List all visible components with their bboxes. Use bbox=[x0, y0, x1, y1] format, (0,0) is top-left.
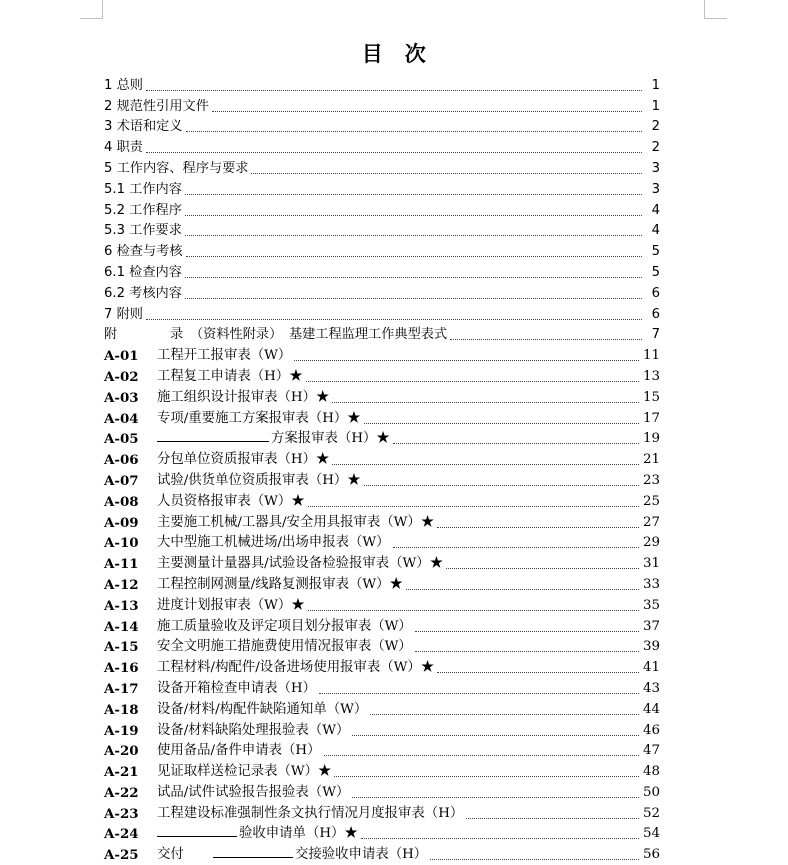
form-code: A-09 bbox=[104, 514, 139, 531]
toc-entry[interactable] bbox=[104, 239, 660, 260]
toc-entry-label bbox=[157, 390, 329, 406]
form-code: A-03 bbox=[104, 389, 139, 406]
dot-leader bbox=[212, 111, 642, 112]
toc-entry[interactable] bbox=[104, 156, 660, 177]
form-title: 见证取样送检记录表（W）★ bbox=[157, 764, 332, 780]
toc-form-entry[interactable] bbox=[104, 531, 660, 552]
form-code: A-25 bbox=[104, 847, 139, 864]
dot-leader bbox=[294, 360, 639, 361]
toc-entry-page: 44 bbox=[642, 701, 660, 717]
toc-entry-label bbox=[157, 639, 412, 655]
toc-entry-label bbox=[157, 515, 434, 531]
dot-leader bbox=[332, 464, 639, 465]
dot-leader bbox=[185, 298, 642, 299]
form-code: A-04 bbox=[104, 410, 139, 427]
toc-entry-label bbox=[157, 556, 443, 572]
toc-entry-page: 33 bbox=[642, 576, 660, 592]
form-code: A-20 bbox=[104, 743, 139, 760]
toc-entry-page: 41 bbox=[642, 660, 660, 676]
form-title: 主要测量计量器具/试验设备检验报审表（W）★ bbox=[157, 556, 444, 572]
table-of-contents bbox=[104, 73, 660, 863]
form-title: 方案报审表（H）★ bbox=[271, 431, 390, 447]
dot-leader bbox=[446, 568, 639, 569]
toc-entry-label bbox=[157, 806, 463, 822]
dot-leader bbox=[146, 90, 642, 91]
toc-entry-page: 13 bbox=[642, 368, 660, 384]
dot-leader bbox=[308, 506, 639, 507]
toc-entry[interactable] bbox=[104, 198, 660, 219]
toc-entry-label bbox=[157, 426, 390, 447]
form-title: 交接验收申请表（H） bbox=[295, 847, 428, 863]
dot-leader bbox=[437, 527, 639, 528]
form-title: 工程建设标准强制性条文执行情况月度报审表（H） bbox=[157, 805, 464, 821]
toc-entry-page: 11 bbox=[642, 348, 660, 364]
toc-entry-label bbox=[157, 660, 434, 676]
form-code: A-23 bbox=[104, 805, 139, 822]
toc-entry-page: 23 bbox=[642, 472, 660, 488]
dot-leader bbox=[186, 256, 642, 257]
toc-entry-page: 7 bbox=[651, 327, 660, 343]
dot-leader bbox=[332, 402, 639, 403]
toc-entry-page: 29 bbox=[642, 535, 660, 551]
toc-entry-page: 6 bbox=[651, 285, 660, 301]
toc-entry-page: 37 bbox=[642, 618, 660, 634]
form-code: A-16 bbox=[104, 660, 139, 677]
form-code: A-02 bbox=[104, 368, 139, 385]
toc-entry-page: 43 bbox=[642, 680, 660, 696]
toc-entry-label: 6 检查与考核 bbox=[104, 244, 183, 260]
toc-entry-page: 3 bbox=[651, 181, 660, 197]
toc-entry-label bbox=[157, 348, 291, 364]
dot-leader bbox=[185, 194, 642, 195]
toc-form-entry[interactable] bbox=[104, 427, 660, 448]
dot-leader bbox=[415, 631, 639, 632]
form-title: 专项/重要施工方案报审表（H）★ bbox=[157, 410, 361, 426]
toc-form-entry[interactable] bbox=[104, 676, 660, 697]
toc-entry-label bbox=[157, 681, 316, 697]
toc-entry[interactable] bbox=[104, 281, 660, 302]
toc-entry-label: 5.2 工作程序 bbox=[104, 202, 182, 218]
form-title: 施工组织设计报审表（H）★ bbox=[157, 389, 330, 405]
dot-leader bbox=[146, 319, 642, 320]
toc-entry-page: 5 bbox=[651, 264, 660, 280]
dot-leader bbox=[146, 152, 642, 153]
toc-entry-label bbox=[157, 723, 349, 739]
toc-entry-page: 48 bbox=[642, 764, 660, 780]
form-code: A-17 bbox=[104, 680, 139, 697]
toc-entry-page: 25 bbox=[642, 493, 660, 509]
dot-leader bbox=[319, 693, 639, 694]
toc-entry-label bbox=[157, 369, 303, 385]
fill-in-blank bbox=[157, 821, 237, 837]
toc-entry-label bbox=[157, 764, 331, 780]
toc-entry-page: 5 bbox=[651, 244, 660, 260]
toc-entry-label bbox=[157, 619, 412, 635]
toc-entry[interactable] bbox=[104, 219, 660, 240]
toc-form-entry[interactable] bbox=[104, 489, 660, 510]
toc-entry-page: 1 bbox=[651, 77, 660, 93]
toc-entry-page: 52 bbox=[642, 805, 660, 821]
dot-leader bbox=[352, 735, 639, 736]
toc-entry-label: 1 总则 bbox=[104, 77, 143, 93]
form-title: 工程开工报审表（W） bbox=[157, 348, 292, 364]
toc-entry-label bbox=[157, 452, 329, 468]
toc-entry-label bbox=[157, 743, 321, 759]
dot-leader bbox=[370, 714, 639, 715]
form-title: 工程控制网测量/线路复测报审表（W）★ bbox=[157, 576, 403, 592]
toc-form-entry[interactable] bbox=[104, 593, 660, 614]
toc-form-entry[interactable] bbox=[104, 739, 660, 760]
form-code: A-18 bbox=[104, 701, 139, 718]
toc-form-entry[interactable] bbox=[104, 447, 660, 468]
toc-entry[interactable] bbox=[104, 115, 660, 136]
toc-form-entry[interactable] bbox=[104, 759, 660, 780]
dot-leader bbox=[185, 235, 642, 236]
toc-entry-label bbox=[157, 702, 367, 718]
dot-leader bbox=[430, 859, 639, 860]
dot-leader bbox=[406, 589, 639, 590]
dot-leader bbox=[364, 423, 639, 424]
toc-entry-label bbox=[157, 411, 361, 427]
toc-title: 目 次 bbox=[361, 41, 427, 66]
toc-entry-label: 2 规范性引用文件 bbox=[104, 98, 209, 114]
toc-entry-label: 5 工作内容、程序与要求 bbox=[104, 160, 249, 176]
fill-in-blank bbox=[213, 842, 293, 858]
toc-entry-page: 21 bbox=[642, 452, 660, 468]
form-title: 安全文明施工措施费使用情况报审表（W） bbox=[157, 639, 412, 655]
toc-entry[interactable] bbox=[104, 260, 660, 281]
form-title-prefix: 交付 bbox=[157, 847, 184, 863]
toc-entry-label: 7 附则 bbox=[104, 306, 143, 322]
toc-form-entry[interactable] bbox=[104, 655, 660, 676]
toc-entry-label: 5.3 工作要求 bbox=[104, 223, 182, 239]
form-title: 主要施工机械/工器具/安全用具报审表（W）★ bbox=[157, 514, 435, 530]
toc-entry-label: 6.2 考核内容 bbox=[104, 285, 182, 301]
dot-leader bbox=[437, 672, 639, 673]
toc-entry[interactable] bbox=[104, 73, 660, 94]
form-code: A-12 bbox=[104, 576, 139, 593]
form-title: 进度计划报审表（W）★ bbox=[157, 597, 305, 613]
form-title: 验收申请单（H）★ bbox=[239, 826, 358, 842]
toc-form-entry[interactable] bbox=[104, 551, 660, 572]
dot-leader bbox=[466, 818, 639, 819]
toc-entry-page: 15 bbox=[642, 389, 660, 405]
form-title: 工程复工申请表（H）★ bbox=[157, 368, 303, 384]
toc-form-entry[interactable] bbox=[104, 572, 660, 593]
form-code: A-06 bbox=[104, 452, 139, 469]
toc-entry-label bbox=[157, 473, 361, 489]
dot-leader bbox=[306, 381, 639, 382]
form-code: A-24 bbox=[104, 826, 139, 843]
form-code: A-22 bbox=[104, 784, 139, 801]
form-title: 试品/试件试验报告报验表（W） bbox=[157, 784, 350, 800]
dot-leader bbox=[308, 610, 639, 611]
toc-appendix-entry[interactable] bbox=[104, 323, 660, 344]
form-code: A-08 bbox=[104, 493, 139, 510]
toc-entry-label bbox=[157, 785, 349, 801]
form-title: 工程材料/构配件/设备进场使用报审表（W）★ bbox=[157, 660, 435, 676]
toc-entry-label bbox=[157, 842, 427, 863]
dot-leader bbox=[334, 776, 639, 777]
toc-entry-page: 19 bbox=[642, 431, 660, 447]
toc-entry-label: 附 录 （资料性附录） 基建工程监理工作典型表式 bbox=[104, 327, 448, 343]
toc-entry[interactable] bbox=[104, 177, 660, 198]
toc-entry-label: 3 术语和定义 bbox=[104, 119, 183, 135]
toc-entry-label bbox=[157, 598, 305, 614]
toc-form-entry[interactable] bbox=[104, 801, 660, 822]
toc-form-entry[interactable] bbox=[104, 822, 660, 843]
form-code: A-01 bbox=[104, 348, 139, 365]
toc-entry-label: 5.1 工作内容 bbox=[104, 181, 182, 197]
form-title: 设备/材料缺陷处理报验表（W） bbox=[157, 722, 350, 738]
dot-leader bbox=[393, 443, 639, 444]
dot-leader bbox=[185, 277, 642, 278]
dot-leader bbox=[352, 797, 639, 798]
toc-form-entry[interactable] bbox=[104, 364, 660, 385]
toc-entry-label bbox=[157, 821, 358, 842]
toc-entry-page: 46 bbox=[642, 722, 660, 738]
toc-entry[interactable] bbox=[104, 302, 660, 323]
toc-entry-page: 3 bbox=[651, 160, 660, 176]
toc-form-entry[interactable] bbox=[104, 780, 660, 801]
toc-entry-label bbox=[157, 535, 390, 551]
form-code: A-14 bbox=[104, 618, 139, 635]
dot-leader bbox=[324, 755, 639, 756]
toc-entry-page: 39 bbox=[642, 639, 660, 655]
form-title: 施工质量验收及评定项目划分报审表（W） bbox=[157, 618, 412, 634]
toc-form-entry[interactable] bbox=[104, 635, 660, 656]
toc-form-entry[interactable] bbox=[104, 385, 660, 406]
dot-leader bbox=[251, 173, 642, 174]
form-title: 分包单位资质报审表（H）★ bbox=[157, 452, 330, 468]
dot-leader bbox=[393, 547, 639, 548]
toc-entry-page: 35 bbox=[642, 597, 660, 613]
dot-leader bbox=[415, 651, 639, 652]
dot-leader bbox=[361, 838, 639, 839]
toc-entry-page: 4 bbox=[651, 223, 660, 239]
dot-leader bbox=[186, 131, 642, 132]
toc-entry-label bbox=[157, 577, 403, 593]
toc-form-entry[interactable] bbox=[104, 510, 660, 531]
form-code: A-19 bbox=[104, 722, 139, 739]
form-title: 设备开箱检查申请表（H） bbox=[157, 680, 316, 696]
toc-entry-page: 27 bbox=[642, 514, 660, 530]
dot-leader bbox=[364, 485, 639, 486]
form-title: 设备/材料/构配件缺陷通知单（W） bbox=[157, 701, 368, 717]
toc-form-entry[interactable] bbox=[104, 842, 660, 863]
toc-form-entry[interactable] bbox=[104, 718, 660, 739]
page-corner-mark-right bbox=[704, 0, 727, 19]
form-code: A-15 bbox=[104, 639, 139, 656]
toc-entry[interactable] bbox=[104, 94, 660, 115]
toc-form-entry[interactable] bbox=[104, 468, 660, 489]
toc-form-entry[interactable] bbox=[104, 614, 660, 635]
toc-entry-page: 50 bbox=[642, 784, 660, 800]
form-code: A-21 bbox=[104, 764, 139, 781]
toc-form-entry[interactable] bbox=[104, 406, 660, 427]
toc-entry-page: 47 bbox=[642, 743, 660, 759]
toc-entry-page: 31 bbox=[642, 556, 660, 572]
form-code: A-05 bbox=[104, 431, 139, 448]
form-code: A-11 bbox=[104, 556, 139, 573]
toc-form-entry[interactable] bbox=[104, 697, 660, 718]
toc-entry-page: 56 bbox=[642, 847, 660, 863]
toc-entry-page: 1 bbox=[651, 98, 660, 114]
toc-entry-page: 2 bbox=[651, 140, 660, 156]
dot-leader bbox=[185, 215, 642, 216]
form-code: A-13 bbox=[104, 597, 139, 614]
form-code: A-10 bbox=[104, 535, 139, 552]
toc-entry-page: 2 bbox=[651, 119, 660, 135]
toc-form-entry[interactable] bbox=[104, 343, 660, 364]
toc-entry-label: 4 职责 bbox=[104, 140, 143, 156]
toc-entry-page: 54 bbox=[642, 826, 660, 842]
form-title: 人员资格报审表（W）★ bbox=[157, 493, 305, 509]
toc-entry-page: 4 bbox=[651, 202, 660, 218]
toc-entry-label bbox=[157, 494, 305, 510]
form-code: A-07 bbox=[104, 472, 139, 489]
page-corner-mark-left bbox=[80, 0, 103, 19]
form-title: 大中型施工机械进场/出场申报表（W） bbox=[157, 535, 390, 551]
toc-entry-page: 6 bbox=[651, 306, 660, 322]
dot-leader bbox=[450, 339, 642, 340]
toc-entry[interactable] bbox=[104, 135, 660, 156]
toc-entry-page: 17 bbox=[642, 410, 660, 426]
form-title: 使用备品/备件申请表（H） bbox=[157, 743, 321, 759]
fill-in-blank bbox=[157, 426, 269, 442]
form-title: 试验/供货单位资质报审表（H）★ bbox=[157, 472, 361, 488]
toc-entry-label: 6.1 检查内容 bbox=[104, 264, 182, 280]
